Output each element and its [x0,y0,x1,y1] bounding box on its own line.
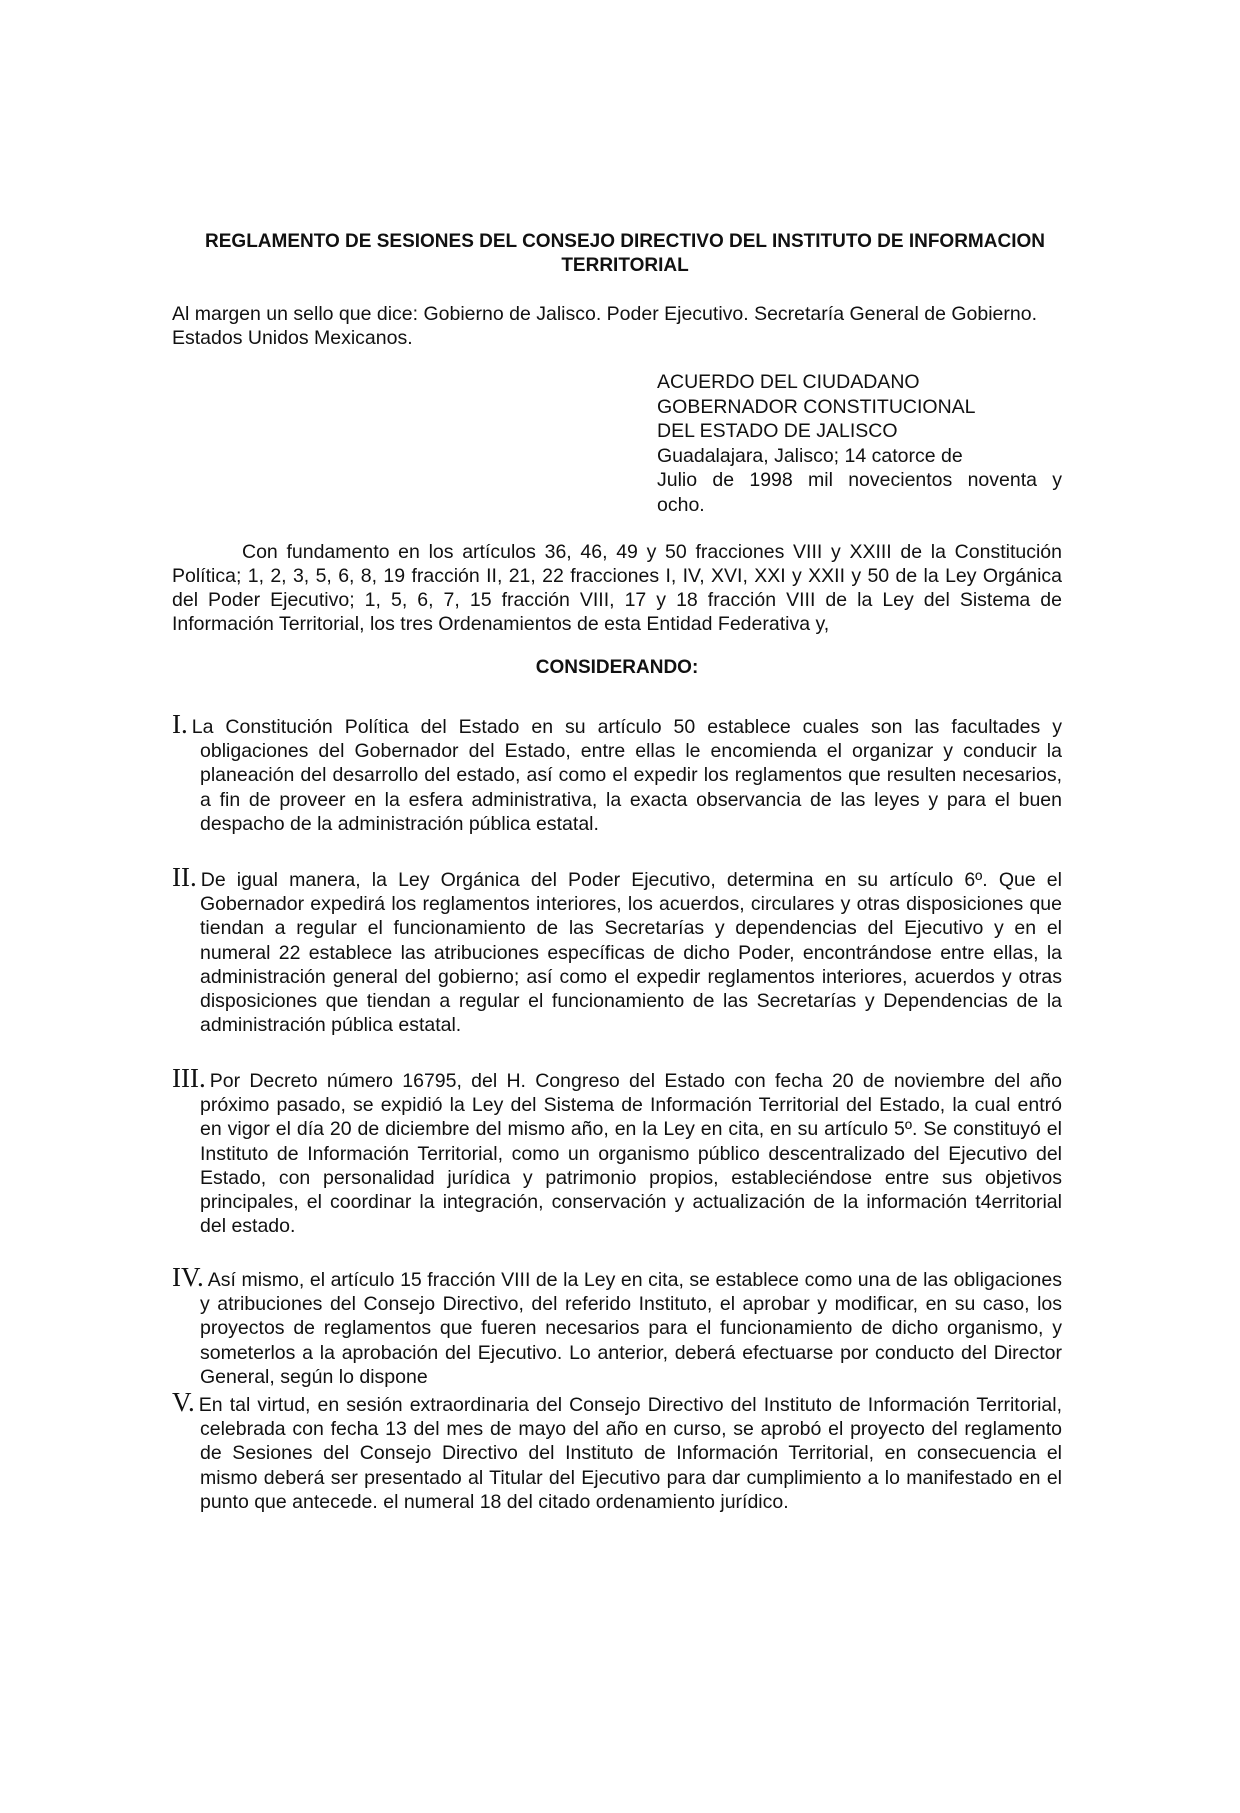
acuerdo-line: ACUERDO DEL CIUDADANO [657,371,920,393]
item-numeral: III. [172,1063,206,1093]
item-text: La Constitución Política del Estado en su artículo 50 establece cuales son las facultades y obligaciones del Gobernador del Estado, entre ellas le encomienda el organizar y conducir la planeación del desarrollo del estado, así como el expedir los reglamentos que resulten necesarios, a fin de proveer en la esfera administrativa, la exacta observancia de las leyes y para el buen despacho de la administración pública estatal. [191,716,1062,835]
item-text: De igual manera, la Ley Orgánica del Poder Ejecutivo, determina en su artículo 6º. Que el Gobernador expedirá los reglamentos interiores, los acuerdos, circulares y otras disposiciones que tiendan a regular el funcionamiento de las Secretarías y dependencias del Ejecutivo y en el numeral 22 establece las atribuciones específicas de dicho Poder, encontrándose entre ellas, la administración general del gobierno; así como el expedir reglamentos interiores, acuerdos y otras disposiciones que tiendan a regular el funcionamiento de las Secretarías y Dependencias de la administración pública estatal. [200,869,1062,1037]
acuerdo-line: ocho. [657,493,705,516]
considerando-heading: CONSIDERANDO: [535,657,699,678]
item-numeral: IV. [172,1262,204,1292]
acuerdo-block [657,370,1062,517]
item-numeral: II. [172,862,197,892]
considerando-item [172,1387,1062,1514]
document-title: REGLAMENTO DE SESIONES DEL CONSEJO DIRECTIVO DEL INSTITUTO DE INFORMACION TERRITORIAL [205,231,1045,276]
fundamento-paragraph: Con fundamento en los artículos 36, 46, 49 y 50 fracciones VIII y XXIII de la Constitución Política; 1, 2, 3, 5, 6, 8, 19 fracción II, 21, 22 fracciones I, IV, XVI, XXI y XXII y 50 de la Ley Orgánica del Poder Ejecutivo; 1, 5, 6, 7, 15 fracción VIII, 17 y 18 fracción VIII de la Ley del Sistema de Información Territorial, los tres Ordenamientos de esta Entidad Federativa y, [172,541,1062,635]
item-text: Por Decreto número 16795, del H. Congreso del Estado con fecha 20 de noviembre del año próximo pasado, se expidió la Ley del Sistema de Información Territorial del Estado, la cual entró en vigor el día 20 de diciembre del mismo año, en la Ley en cita, en su artículo 5º. Se constituyó el Instituto de Información Territorial, como un organismo público descentralizado del Ejecutivo del Estado, con personalidad jurídica y patrimonio propios, estableciéndose entre sus objetivos principales, el coordinar la integración, conservación y actualización de la información t4erritorial del estado. [200,1070,1062,1238]
acuerdo-line: DEL ESTADO DE JALISCO [657,420,898,442]
considerando-item [172,1262,1062,1389]
acuerdo-line: Julio de 1998 mil novecientos noventa y [657,469,1062,491]
margin-note: Al margen un sello que dice: Gobierno de Jalisco. Poder Ejecutivo. Secretaría General de Gobierno. Estados Unidos Mexicanos. [172,303,1037,349]
item-text: Así mismo, el artículo 15 fracción VIII de la Ley en cita, se establece como una de las obligaciones y atribuciones del Consejo Directivo, del referido Instituto, el aprobar y modificar, en su caso, los proyectos de reglamentos que fueren necesarios para el funcionamiento de dicho organismo, y someterlos a la aprobación del Ejecutivo. Lo anterior, deberá efectuarse por conducto del Director General, según lo dispone [200,1269,1062,1388]
item-text: En tal virtud, en sesión extraordinaria del Consejo Directivo del Instituto de Información Territorial, celebrada con fecha 13 del mes de mayo del año en curso, se aprobó el proyecto del reglamento de Sesiones del Consejo Directivo del Instituto de Información Territorial, en consecuencia el mismo deberá ser presentado al Titular del Ejecutivo para dar cumplimiento a lo manifestado en el punto que antecede. el numeral 18 del citado ordenamiento jurídico. [198,1394,1062,1513]
item-numeral: V. [172,1387,195,1417]
considerando-item [172,1063,1062,1238]
considerando-item [172,709,1062,836]
acuerdo-line: Guadalajara, Jalisco; 14 catorce de [657,444,963,467]
considerando-item [172,862,1062,1037]
acuerdo-line: GOBERNADOR CONSTITUCIONAL [657,395,976,418]
item-numeral: I. [172,709,188,739]
